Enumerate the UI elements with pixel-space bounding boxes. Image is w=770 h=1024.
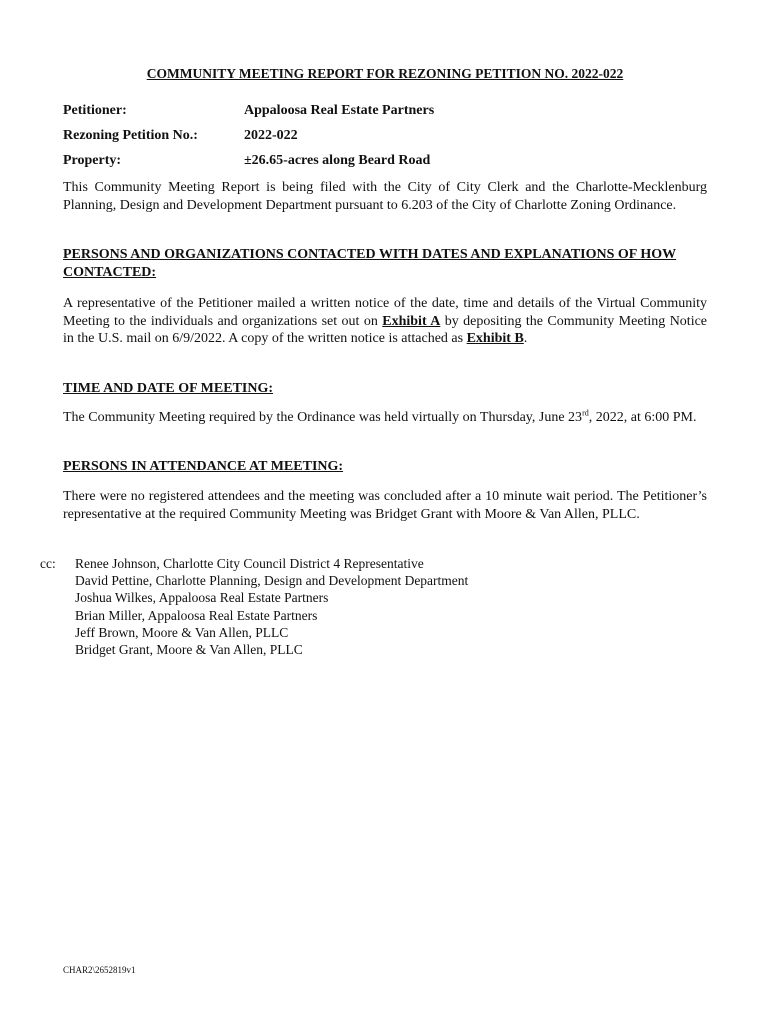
- section-heading-contacted: PERSONS AND ORGANIZATIONS CONTACTED WITH DATES AND EXPLANATIONS OF HOW CONTACTED:: [63, 247, 677, 280]
- cc-recipient: Renee Johnson, Charlotte City Council District 4 Representative: [75, 556, 424, 571]
- field-label: Property:: [63, 153, 122, 168]
- document-id-footer: CHAR2\2652819v1: [63, 965, 136, 975]
- contacted-paragraph: [63, 295, 707, 348]
- field-value: 2022-022: [244, 128, 298, 143]
- paragraph-text: A representative of the Petitioner mailed a written notice of the date, time and details of the Virtual Community Meeting to the individuals and organizations set out on: [63, 296, 707, 329]
- time-date-paragraph: [63, 409, 707, 427]
- cc-recipient: Bridget Grant, Moore & Van Allen, PLLC: [75, 642, 303, 658]
- section-heading-time-date: TIME AND DATE OF MEETING:: [63, 381, 274, 396]
- exhibit-b-reference: Exhibit B: [466, 331, 524, 346]
- cc-recipient-list: [75, 555, 468, 658]
- paragraph-text: The Community Meeting required by the Ordinance was held virtually on Thursday, June 23: [63, 410, 583, 425]
- field-label: Petitioner:: [63, 103, 127, 118]
- exhibit-a-reference: Exhibit A: [382, 313, 441, 329]
- cc-recipient: Brian Miller, Appaloosa Real Estate Partners: [75, 607, 318, 623]
- report-title: COMMUNITY MEETING REPORT FOR REZONING PETITION NO. 2022-022: [146, 66, 624, 81]
- cc-label: cc:: [40, 556, 56, 571]
- field-value: ±26.65-acres along Beard Road: [244, 153, 431, 168]
- field-label: Rezoning Petition No.:: [63, 128, 198, 143]
- paragraph-text: by depositing the Community Meeting Notice in the U.S. mail on 6/9/2022. A copy of the written notice is attached as: [63, 313, 708, 346]
- intro-paragraph: This Community Meeting Report is being filed with the City of City Clerk and the Charlotte-Mecklenburg Planning, Design and Development Department pursuant to 6.203 of the City of Charlotte Zoning Ordinance.: [63, 180, 707, 213]
- ordinal-suffix: rd: [582, 408, 589, 418]
- section-heading-attendance: PERSONS IN ATTENDANCE AT MEETING:: [63, 459, 344, 474]
- cc-recipient: David Pettine, Charlotte Planning, Design and Development Department: [75, 573, 469, 589]
- cc-recipient: Joshua Wilkes, Appaloosa Real Estate Partners: [75, 590, 329, 606]
- attendance-paragraph: There were no registered attendees and the meeting was concluded after a 10 minute wait period. The Petitioner’s representative at the required Community Meeting was Bridget Grant with Moore & Van Allen, PLLC.: [63, 489, 707, 522]
- paragraph-text: , 2022, at 6:00 PM.: [588, 410, 697, 425]
- field-value: Appaloosa Real Estate Partners: [244, 103, 435, 118]
- paragraph-text: .: [523, 331, 528, 346]
- cc-recipient: Jeff Brown, Moore & Van Allen, PLLC: [75, 624, 289, 640]
